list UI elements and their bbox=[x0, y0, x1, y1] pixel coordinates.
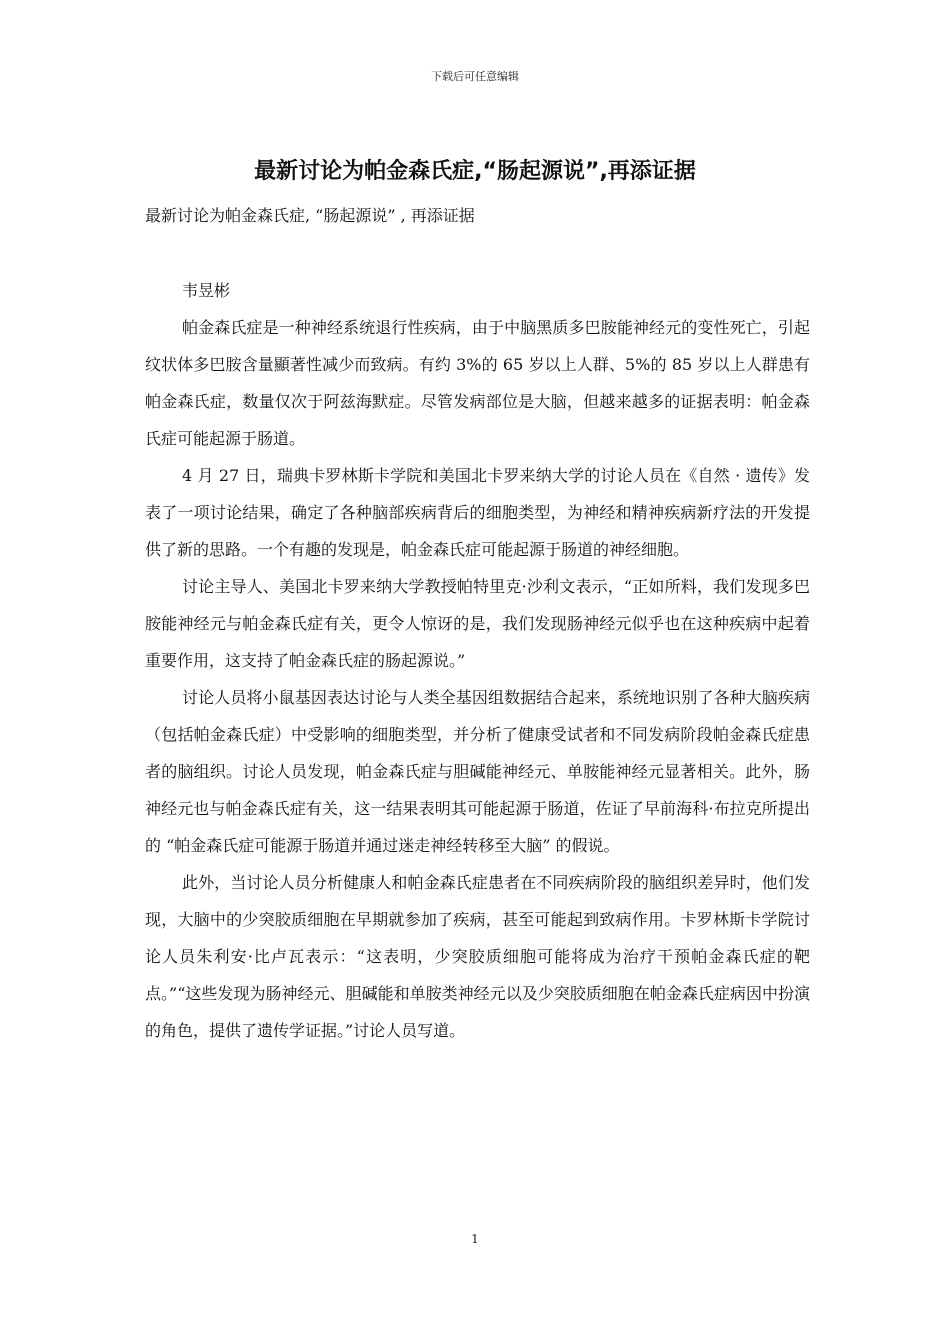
document-subtitle: 最新讨论为帕金森氏症, “肠起源说” , 再添证据 bbox=[145, 206, 475, 225]
paragraph: 此外，当讨论人员分析健康人和帕金森氏症患者在不同疾病阶段的脑组织差异时，他们发现，大脑中的少突胶质细胞在早期就参加了疾病，甚至可能起到致病作用。卡罗林斯卡学院讨论人员朱利安·比卢瓦表示：“这表明，少突胶质细胞可能将成为治疗干预帕金森氏症的靶点。”“这些发现为肠神经元、胆碱能和单胺类神经元以及少突胶质细胞在帕金森氏症病因中扮演的角色，提供了遗传学证据。”讨论人员写道。 bbox=[145, 873, 810, 1040]
paragraph: 讨论人员将小鼠基因表达讨论与人类全基因组数据结合起来，系统地识别了各种大脑疾病（包括帕金森氏症）中受影响的细胞类型，并分析了健康受试者和不同发病阶段帕金森氏症患者的脑组织。讨论人员发现，帕金森氏症与胆碱能神经元、单胺能神经元显著相关。此外，肠神经元也与帕金森氏症有关，这一结果表明其可能起源于肠道，佐证了早前海科·布拉克所提出的 “帕金森氏症可能源于肠道并通过迷走神经转移至大脑” 的假说。 bbox=[145, 688, 810, 855]
paragraph: 讨论主导人、美国北卡罗来纳大学教授帕特里克·沙利文表示，“正如所料，我们发现多巴胺能神经元与帕金森氏症有关，更令人惊讶的是，我们发现肠神经元似乎也在这种疾病中起着重要作用，这支持了帕金森氏症的肠起源说。” bbox=[145, 577, 810, 670]
author-line: 韦昱彬 bbox=[182, 281, 231, 300]
page-number: 1 bbox=[471, 1232, 479, 1246]
paragraph: 4 月 27 日，瑞典卡罗林斯卡学院和美国北卡罗来纳大学的讨论人员在《自然 · 遗传》发表了一项讨论结果，确定了各种脑部疾病背后的细胞类型，为神经和精神疾病新疗法的开发提供了新的思路。一个有趣的发现是，帕金森氏症可能起源于肠道的神经细胞。 bbox=[145, 466, 810, 559]
document-title: 最新讨论为帕金森氏症,“肠起源说”,再添证据 bbox=[254, 159, 696, 184]
paragraph: 帕金森氏症是一种神经系统退行性疾病，由于中脑黑质多巴胺能神经元的变性死亡，引起纹状体多巴胺含量顯著性减少而致病。有约 3%的 65 岁以上人群、5%的 85 岁以上人群患有帕金森氏症，数量仅次于阿兹海默症。尽管发病部位是大脑，但越来越多的证据表明：帕金森氏症可能起源于肠道。 bbox=[145, 318, 810, 448]
page-header: 下载后可任意编辑 bbox=[431, 70, 519, 83]
document-body bbox=[145, 272, 810, 1049]
